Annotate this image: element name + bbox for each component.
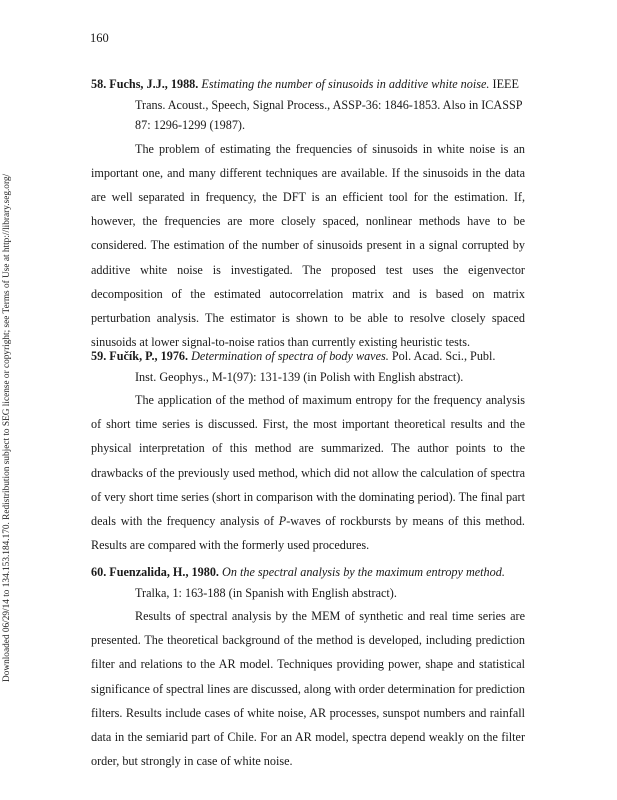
source-first: Pol. Acad. Sci., Publ. (391, 349, 496, 363)
reference-entry-59 (91, 346, 525, 557)
author-year: Fučík, P., 1976. (109, 349, 189, 363)
citation (91, 562, 525, 603)
source-details: Trans. Acoust., Speech, Signal Process., ASSP-36: 1846-1853. Also in ICASSP 87: 1296-1299 (1987). (135, 97, 523, 132)
author-year: Fuchs, J.J., 1988. (109, 77, 199, 91)
entry-number: 60. (91, 565, 107, 579)
reference-entry-58 (91, 74, 525, 354)
entry-title: On the spectral analysis by the maximum entropy method. (222, 565, 505, 579)
abstract (91, 388, 525, 557)
reference-entry-60 (91, 562, 525, 773)
download-notice: Downloaded 06/29/14 to 134.153.184.170. Redistribution subject to SEG license or copyright; see Terms of Use at http://library.seg.org/ (2, 173, 12, 682)
abstract-italic: P (278, 514, 287, 529)
abstract-text-b: -waves of rockbursts by means of this method. Results are compared with the formerly used procedures. (91, 514, 525, 553)
entry-number: 58. (91, 77, 107, 91)
abstract: The problem of estimating the frequencies of sinusoids in white noise is an important one, and many different techniques are available. If the sinusoids in the data are well separated in frequency, the DFT is an efficient tool for the estimation. If, however, the frequencies are more closely spaced, nonlinear methods have to be considered. The estimation of the number of sinusoids present in a signal corrupted by additive white noise is investigated. The proposed test uses the eigenvector decomposition of the estimated autocorrelation matrix and is based on matrix perturbation analysis. The estimator is shown to be able to resolve closely spaced sinusoids at lower signal-to-noise ratios than currently existing heuristic tests. (91, 141, 525, 350)
author-year: Fuenzalida, H., 1980. (109, 565, 219, 579)
abstract: Results of spectral analysis by the MEM of synthetic and real time series are presented. The theoretical background of the method is developed, including prediction filter and relations to the AR model. Techniques providing power, shape and statistical significance of spectral lines are discussed, along with order determination for prediction filters. Results include cases of white noise, AR processes, sunspot numbers and rainfall data in the semiarid part of Chile. For an AR model, spectra depend weakly on the filter order, but strongly in case of white noise. (91, 609, 525, 769)
abstract-text-a: The application of the method of maximum entropy for the frequency analysis of short time series is discussed. First, the most important theoretical results and the physical interpretation of this method are summarized. The author points to the drawbacks of the previously used method, which did not allow the calculation of spectra of very short time series (short in comparison with the dominating period). The final part deals with the frequency analysis of (91, 393, 525, 529)
source-details: Tralka, 1: 163-188 (in Spanish with English abstract). (135, 585, 397, 600)
source-details: Inst. Geophys., M-1(97): 131-139 (in Polish with English abstract). (135, 369, 464, 384)
entry-number: 59. (91, 349, 107, 363)
source-first: IEEE (492, 77, 519, 91)
page-number: 160 (90, 31, 109, 45)
citation (91, 346, 525, 387)
entry-title: Determination of spectra of body waves. (191, 349, 389, 363)
entry-title: Estimating the number of sinusoids in additive white noise. (201, 77, 490, 91)
citation (91, 74, 525, 136)
